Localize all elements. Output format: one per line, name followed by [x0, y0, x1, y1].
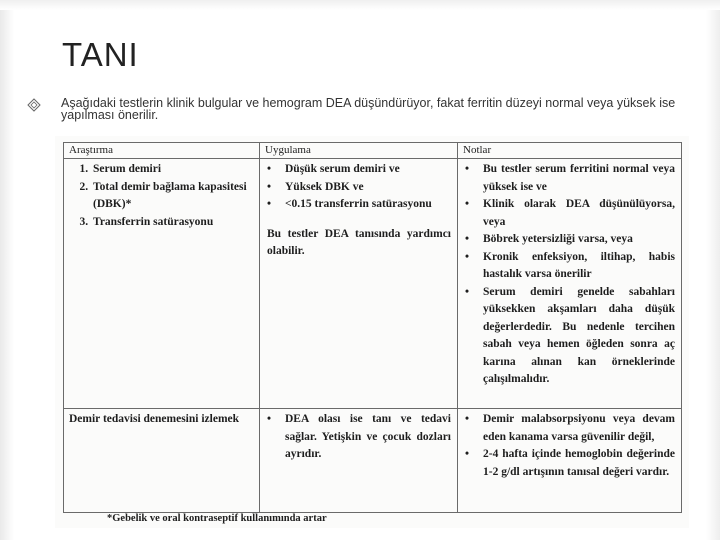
list-item: 1. Serum demiri [91, 161, 253, 179]
list-item: • Düşük serum demiri ve [285, 161, 451, 179]
research-cell [64, 159, 260, 409]
table-row [64, 159, 682, 409]
list-item: • Yüksek DBK ve [285, 179, 451, 197]
research-cell [64, 409, 260, 513]
application-cell [260, 159, 458, 409]
table-footnote: *Gebelik ve oral kontraseptif kullanımında artar [107, 513, 327, 524]
research-list [69, 161, 253, 231]
notes-list [463, 411, 675, 481]
hollow-diamond-bullet-icon [27, 98, 41, 112]
table-row [64, 409, 682, 513]
list-item: • <0.15 transferrin satürasyonu [285, 196, 451, 214]
header-application: Uygulama [265, 144, 311, 156]
intro-text: Aşağıdaki testlerin klinik bulgular ve hemogram DEA düşündürüyor, fakat ferritin düzeyi normal veya yüksek ise yapılması önerilir. [61, 96, 676, 122]
list-item: • Böbrek yetersizliği varsa, veya [483, 231, 675, 249]
list-item: • Kronik enfeksiyon, iltihap, habis hastalık varsa önerilir [483, 249, 675, 284]
table-header-row [64, 143, 682, 159]
notes-cell [458, 409, 682, 513]
right-edge-shade [706, 0, 720, 540]
list-item: • Demir malabsorpsiyonu veya devam eden kanama varsa güvenilir değil, [483, 411, 675, 446]
application-list [265, 161, 451, 214]
header-notes: Notlar [463, 144, 492, 156]
application-list [265, 411, 451, 464]
list-item: 3. Transferrin satürasyonu [91, 214, 253, 232]
diagnosis-table [63, 142, 682, 513]
scanned-table-image [55, 136, 689, 528]
application-cell [260, 409, 458, 513]
top-edge-shade [0, 0, 720, 10]
notes-list [463, 161, 675, 389]
header-research: Araştırma [69, 144, 113, 156]
list-item: 2. Total demir bağlama kapasitesi (DBK)* [91, 179, 253, 214]
application-note: Bu testler DEA tanısında yardımcı olabilir. [267, 227, 451, 257]
list-item: • Bu testler serum ferritini normal veya yüksek ise ve [483, 161, 675, 196]
left-edge-shade [0, 0, 14, 540]
list-item: • Klinik olarak DEA düşünülüyorsa, veya [483, 196, 675, 231]
research-text: Demir tedavisi denemesini izlemek [69, 413, 240, 425]
slide-title: TANI [62, 36, 139, 73]
list-item: • Serum demiri genelde sabahları yüksekken akşamları daha düşük değerlerdedir. Bu nedenle tercihen sabah veya hemen öğleden sonra aç karına alınan kan örneklerinde çalışılmalıdır. [483, 284, 675, 389]
list-item: • 2-4 hafta içinde hemoglobin değerinde 1-2 g/dl artışının tanısal değeri vardır. [483, 446, 675, 481]
list-item: • DEA olası ise tanı ve tedavi sağlar. Yetişkin ve çocuk dozları ayrıdır. [285, 411, 451, 464]
notes-cell [458, 159, 682, 409]
